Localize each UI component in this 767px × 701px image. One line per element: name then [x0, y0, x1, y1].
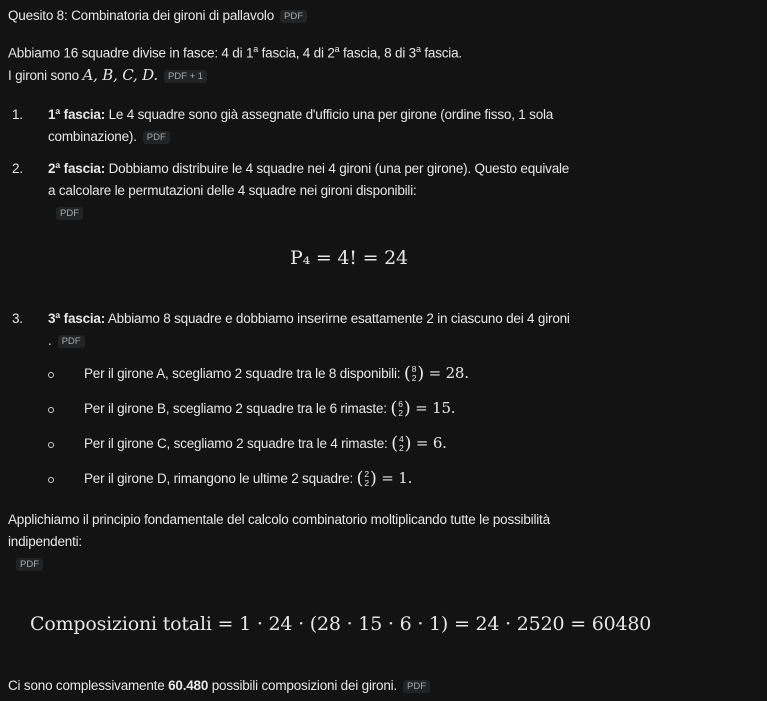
groups-math: A, B, C, D. — [82, 66, 158, 84]
binomial-coefficient: ( 8 2 ) — [403, 363, 425, 385]
bullet-icon — [48, 477, 54, 483]
pdf-source-chip[interactable]: PDF — [143, 131, 170, 144]
pdf-source-chip[interactable]: PDF — [16, 558, 43, 571]
list-item-3-line1: 3ª fascia: Abbiamo 8 squadre e dobbiamo inserirne esattamente 2 in ciascuno dei 4 gironi — [48, 311, 570, 326]
subitem-girone-a: Per il girone A, scegliamo 2 squadre tra le 8 disponibili: ( 8 2 ) = 28. — [84, 363, 469, 385]
pdf-source-chip[interactable]: PDF — [280, 10, 307, 23]
list-item-2-line2: a calcolare le permutazioni delle 4 squadre nei gironi disponibili: — [48, 183, 417, 198]
subitem-girone-d: Per il girone D, rimangono le ultime 2 squadre: ( 2 2 ) = 1. — [84, 468, 413, 490]
permutation-formula: P₄ = 4! = 24 — [290, 247, 408, 269]
list-item-3-line2: . PDF — [48, 333, 85, 348]
bullet-icon — [48, 407, 54, 413]
pdf-source-chip[interactable]: PDF — [403, 680, 430, 693]
apply-line-2: indipendenti: — [8, 534, 82, 549]
subitem-girone-b: Per il girone B, scegliamo 2 squadre tra le 6 rimaste: ( 6 2 ) = 15. — [84, 398, 456, 420]
conclusion: Ci sono complessivamente 60.480 possibili composizioni dei gironi. PDF — [8, 678, 430, 693]
list-item-1-line1: 1ª fascia: Le 4 squadre sono già assegnate d'ufficio una per girone (ordine fisso, 1 sola — [48, 107, 554, 122]
list-item-1-line2: combinazione). PDF — [48, 129, 170, 144]
binomial-coefficient: ( 2 2 ) — [356, 468, 377, 490]
heading-text: Quesito 8: Combinatoria dei gironi di pallavolo — [8, 8, 275, 23]
list-number: 1. — [12, 107, 23, 122]
list-number: 3. — [12, 311, 23, 326]
intro-line-2: I gironi sono A, B, C, D. PDF + 1 — [8, 66, 207, 84]
binomial-coefficient: ( 6 2 ) — [390, 398, 411, 420]
subitem-girone-c: Per il girone C, scegliamo 2 squadre tra le 4 rimaste: ( 4 2 ) = 6. — [84, 433, 447, 455]
total-formula: Composizioni totali = 1 · 24 · (28 · 15 · 6 · 1) = 24 · 2520 = 60480 — [30, 613, 652, 635]
pdf-source-chip[interactable]: PDF — [58, 335, 85, 348]
apply-line-1: Applichiamo il principio fondamentale del calcolo combinatorio moltiplicando tutte le possibilità — [8, 512, 550, 527]
list-item-2-line1: 2ª fascia: Dobbiamo distribuire le 4 squadre nei 4 gironi (una per girone). Questo equivale — [48, 161, 570, 176]
bullet-icon — [48, 372, 54, 378]
pdf-source-chip[interactable]: PDF — [56, 207, 83, 220]
intro-line-1: Abbiamo 16 squadre divise in fasce: 4 di 1$^a$ fascia, 4 di 2$^a$ fascia, 8 di 3$^a$ fascia. — [8, 44, 462, 61]
pdf-source-chip[interactable]: PDF + 1 — [164, 70, 207, 83]
bullet-icon — [48, 442, 54, 448]
binomial-coefficient: ( 4 2 ) — [391, 433, 412, 455]
section-heading — [8, 8, 307, 23]
list-number: 2. — [12, 161, 23, 176]
